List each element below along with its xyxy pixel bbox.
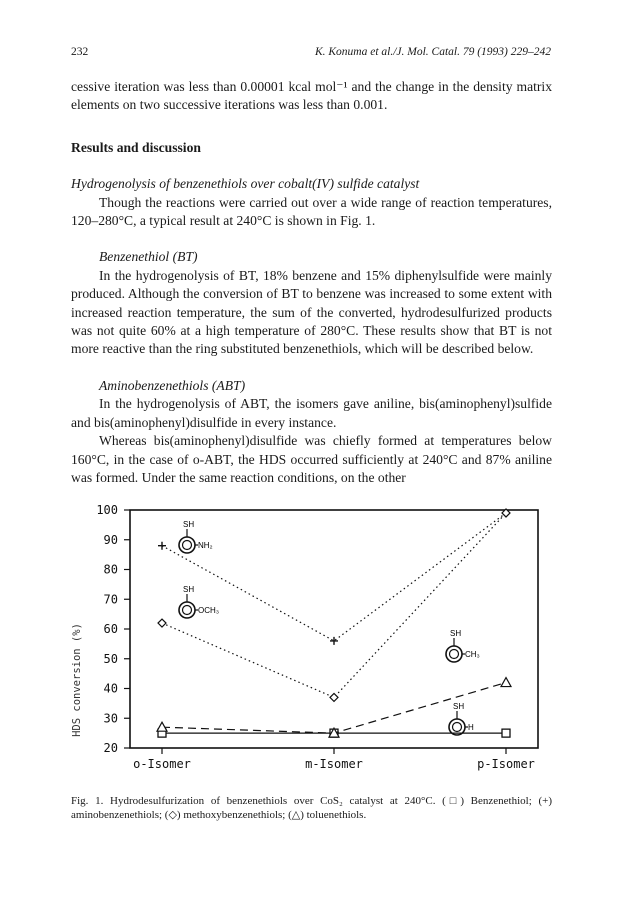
series-line [162,513,506,641]
subsubsection-heading: Aminobenzenethiols (ABT) [99,377,246,393]
paragraph: In the hydrogenolysis of ABT, the isomers gave aniline, bis(aminophenyl)sulfide and bis(aminophenyl)disulfide in every instance. [71,396,552,430]
y-axis-label: HDS conversion (%) [71,623,83,737]
structure-sh-label: SH [183,520,195,529]
y-tick-label: 90 [103,532,118,547]
y-tick-label: 20 [103,741,118,755]
paragraph: Though the reactions were carried out over a wide range of reaction temperatures, 120–280°C, a typical result at 240°C is shown in Fig. 1. [71,194,552,229]
aminobenzenethiol-structure-icon [179,520,213,553]
structure-substituent-label: CH₃ [465,650,480,659]
structure-sh-label: SH [183,585,195,594]
figure-caption: Fig. 1. Hydrodesulfurization of benzenethiols over CoS₂ catalyst at 240°C. (□) Benzenethiol; (+) aminobenzenethiols; (◇) methoxybenzenethiols; (△) toluenethiols. [71,795,552,821]
y-tick-label: 60 [103,622,118,636]
y-tick-label: 70 [103,592,118,607]
y-tick-label: 50 [103,651,118,666]
subsection-heading: Hydrogenolysis of benzenethiols over cobalt(IV) sulfide catalyst [71,176,420,192]
methoxybenzenethiol-structure-icon [179,585,219,618]
structure-substituent-label: H [468,723,474,732]
paragraph: cessive iteration was less than 0.00001 kcal mol⁻¹ and the change in the density matrix elements on two successive iterations was less than 0.001. [71,79,552,113]
y-tick-label: 80 [103,562,118,577]
y-tick-label: 40 [103,681,118,696]
structure-substituent-label: NH₂ [198,541,213,550]
data-point-plus [330,637,338,645]
paragraph: In the hydrogenolysis of BT, 18% benzene and 15% diphenylsulfide were mainly produced. Although the conversion of BT to benzene was increased to some extent with increased reaction temperature, the sum of the converted, hydrodesulfurized products was not quite 60% at a high temperature of 280°C. These results show that BT is not more reactive than the ring substituted benzenethiols, which will be described below. [71,267,552,357]
structure-sh-label: SH [450,629,462,638]
toluenethiol-structure-icon [446,629,480,662]
data-point-plus [158,542,166,550]
data-point-diamond [330,693,338,701]
x-tick-label: p-Isomer [477,757,535,771]
benzenethiol-structure-icon [449,702,474,735]
y-ticks [96,503,130,755]
figure [62,500,562,790]
x-tick-label: m-Isomer [305,757,363,771]
x-tick-label: o-Isomer [133,757,191,771]
page-number: 232 [71,46,89,58]
data-point-triangle [501,678,511,687]
running-head: K. Konuma et al./J. Mol. Catal. 79 (1993) 229–242 [314,46,551,58]
y-tick-label: 100 [96,503,118,517]
data-point-square [502,729,510,737]
page-header [71,46,551,62]
y-tick-label: 30 [103,711,118,726]
data-point-triangle [157,722,167,731]
subsubsection-heading: Benzenethiol (BT) [99,249,198,265]
structure-sh-label: SH [453,702,465,711]
hds-conversion-chart [62,500,562,790]
article-body [71,78,552,487]
structure-substituent-label: OCH₃ [198,606,220,615]
section-heading: Results and discussion [71,139,201,155]
paragraph: Whereas bis(aminophenyl)disulfide was chiefly formed at temperatures below 160°C, in the case of o-ABT, the HDS occurred sufficiently at 240°C and 87% aniline was formed. Under the same reaction conditions, on the other [71,433,552,485]
data-point-diamond [158,619,166,627]
x-ticks [133,748,535,771]
